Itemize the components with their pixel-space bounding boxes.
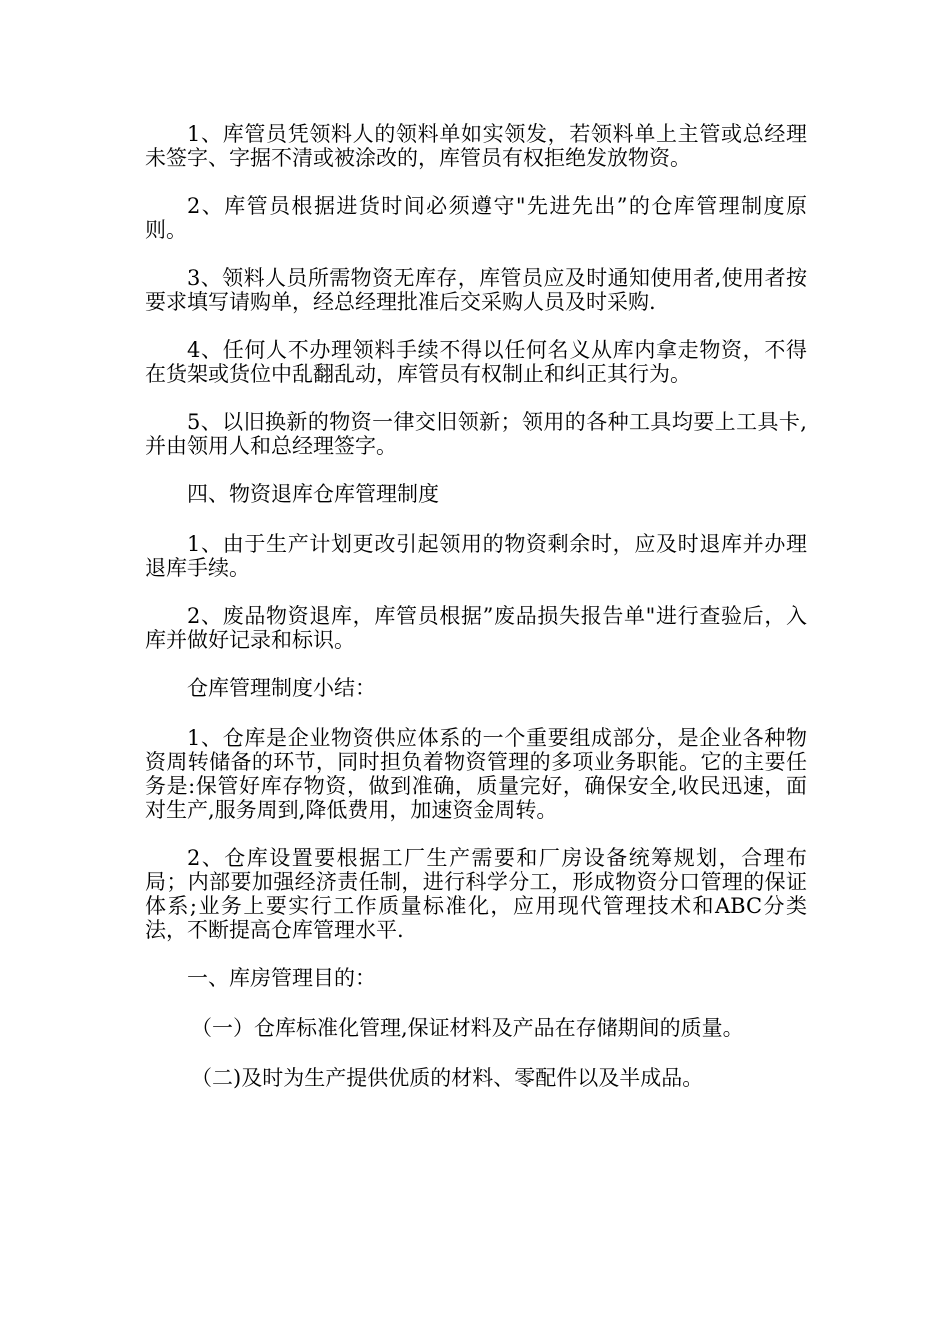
- section-heading-summary: 仓库管理制度小结：: [187, 676, 376, 700]
- paragraph-purpose-2: （二)及时为生产提供优质的材料、零配件以及半成品。: [191, 1066, 704, 1090]
- document-page: [145, 122, 807, 1116]
- section-heading-return: 四、物资退库仓库管理制度: [187, 482, 439, 506]
- paragraph-issue-rule-4: 4、任何人不办理领料手续不得以任何名义从库内拿走物资，不得在货架或货位中乱翻乱动，库管员有权制止和纠正其行为。: [145, 338, 807, 386]
- paragraph-return-rule-2: 2、废品物资退库，库管员根据”废品损失报告单"进行查验后，入库并做好记录和标识。: [145, 604, 807, 652]
- paragraph-issue-rule-5: 5、以旧换新的物资一律交旧领新；领用的各种工具均要上工具卡,并由领用人和总经理签字。: [145, 410, 807, 458]
- section-heading-purpose: 一、库房管理目的：: [187, 966, 376, 990]
- paragraph-issue-rule-3: 3、领料人员所需物资无库存，库管员应及时通知使用者,使用者按要求填写请购单，经总经理批准后交采购人员及时采购.: [145, 266, 807, 314]
- paragraph-purpose-1: （一）仓库标准化管理,保证材料及产品在存储期间的质量。: [191, 1016, 744, 1040]
- paragraph-summary-2: 2、仓库设置要根据工厂生产需要和厂房设备统筹规划，合理布局；内部要加强经济责任制，进行科学分工，形成物资分口管理的保证体系;业务上要实行工作质量标准化，应用现代管理技术和ABC分类法，不断提高仓库管理水平.: [145, 846, 807, 942]
- paragraph-issue-rule-2: 2、库管员根据进货时间必须遵守"先进先出”的仓库管理制度原则。: [145, 194, 807, 242]
- paragraph-return-rule-1: 1、由于生产计划更改引起领用的物资剩余时，应及时退库并办理退库手续。: [145, 532, 807, 580]
- paragraph-summary-1: 1、仓库是企业物资供应体系的一个重要组成部分，是企业各种物资周转储备的环节，同时担负着物资管理的多项业务职能。它的主要任务是:保管好库存物资，做到准确，质量完好，确保安全,收民迅速，面对生产,服务周到,降低费用，加速资金周转。: [145, 726, 807, 822]
- paragraph-issue-rule-1: 1、库管员凭领料人的领料单如实领发，若领料单上主管或总经理未签字、字据不清或被涂改的，库管员有权拒绝发放物资。: [145, 122, 807, 170]
